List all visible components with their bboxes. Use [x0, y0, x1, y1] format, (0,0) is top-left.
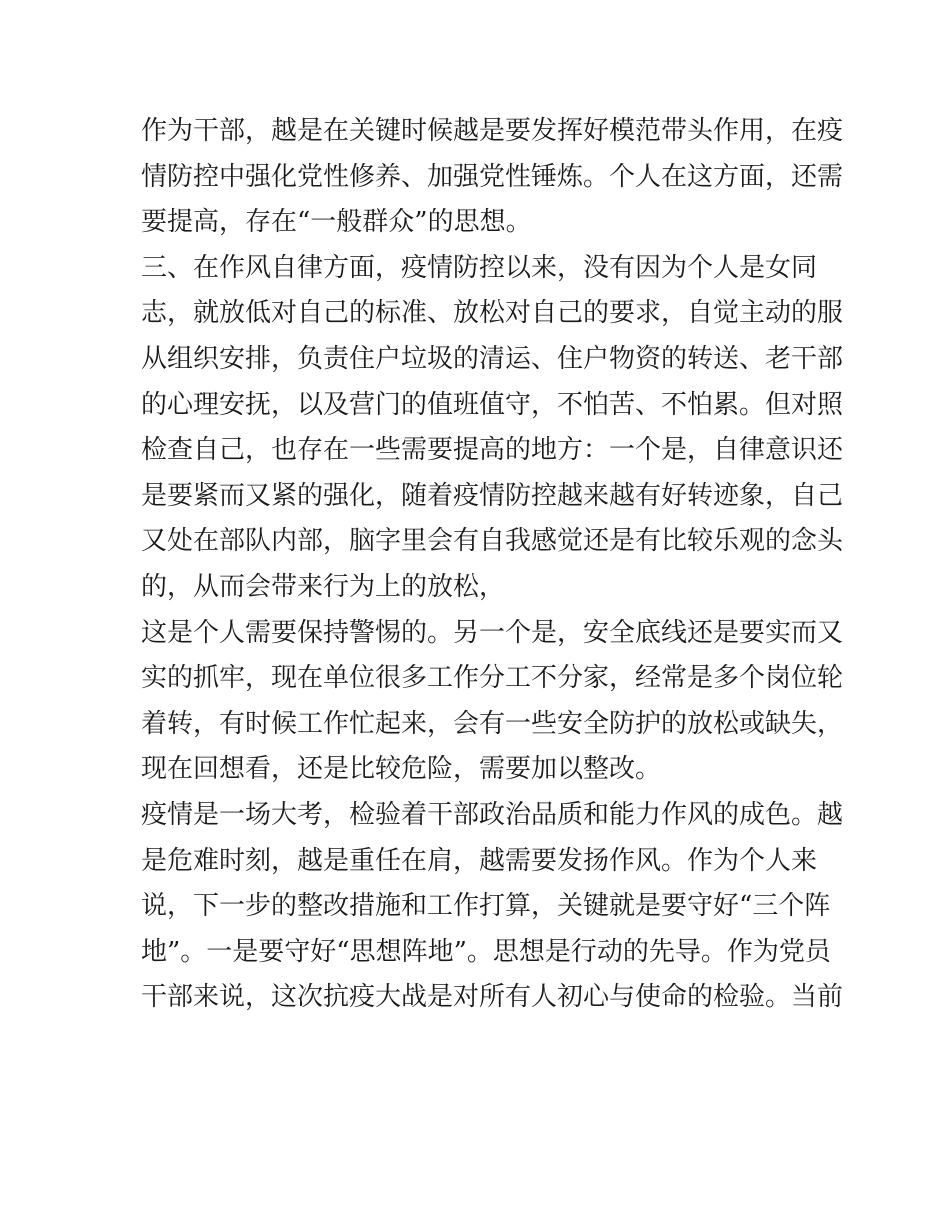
text-line: 是要紧而又紧的强化，随着疫情防控越来越有好转迹象，自己	[141, 480, 844, 511]
text-line: 是危难时刻，越是重任在肩，越需要发扬作风。作为个人来	[141, 845, 818, 876]
text-line: 的心理安抚，以及营门的值班值守，不怕苦、不怕累。但对照	[141, 389, 844, 420]
text-line: 现在回想看，还是比较危险，需要加以整改。	[141, 754, 662, 785]
text-line: 检查自己，也存在一些需要提高的地方：一个是，自律意识还	[141, 435, 844, 466]
text-line: 疫情是一场大考，检验着干部政治品质和能力作风的成色。越	[141, 799, 844, 830]
text-line: 着转，有时候工作忙起来，会有一些安全防护的放松或缺失，	[141, 708, 844, 739]
text-line: 实的抓牢，现在单位很多工作分工不分家，经常是多个岗位轮	[141, 663, 844, 694]
text-line: 要提高，存在“一般群众”的思想。	[141, 207, 532, 238]
text-line: 作为干部，越是在关键时候越是要发挥好模范带头作用，在疫	[141, 116, 844, 146]
text-line: 志，就放低对自己的标准、放松对自己的要求，自觉主动的服	[141, 298, 844, 329]
text-line: 这是个人需要保持警惕的。另一个是，安全底线还是要实而又	[141, 617, 844, 648]
text-line: 三、在作风自律方面，疫情防控以来，没有因为个人是女同	[141, 252, 818, 283]
text-line: 从组织安排，负责住户垃圾的清运、住户物资的转送、老干部	[141, 343, 844, 374]
text-line: 的，从而会带来行为上的放松，	[141, 571, 506, 602]
document-body	[141, 109, 844, 1021]
text-line: 说，下一步的整改措施和工作打算，关键就是要守好“三个阵	[141, 891, 831, 922]
text-line: 干部来说，这次抗疫大战是对所有人初心与使命的检验。当前	[141, 982, 844, 1013]
text-line: 又处在部队内部，脑字里会有自我感觉还是有比较乐观的念头	[141, 526, 844, 557]
text-line: 情防控中强化党性修养、加强党性锤炼。个人在这方面，还需	[141, 161, 844, 192]
text-line: 地”。一是要守好“思想阵地”。思想是行动的先导。作为党员	[141, 936, 831, 967]
